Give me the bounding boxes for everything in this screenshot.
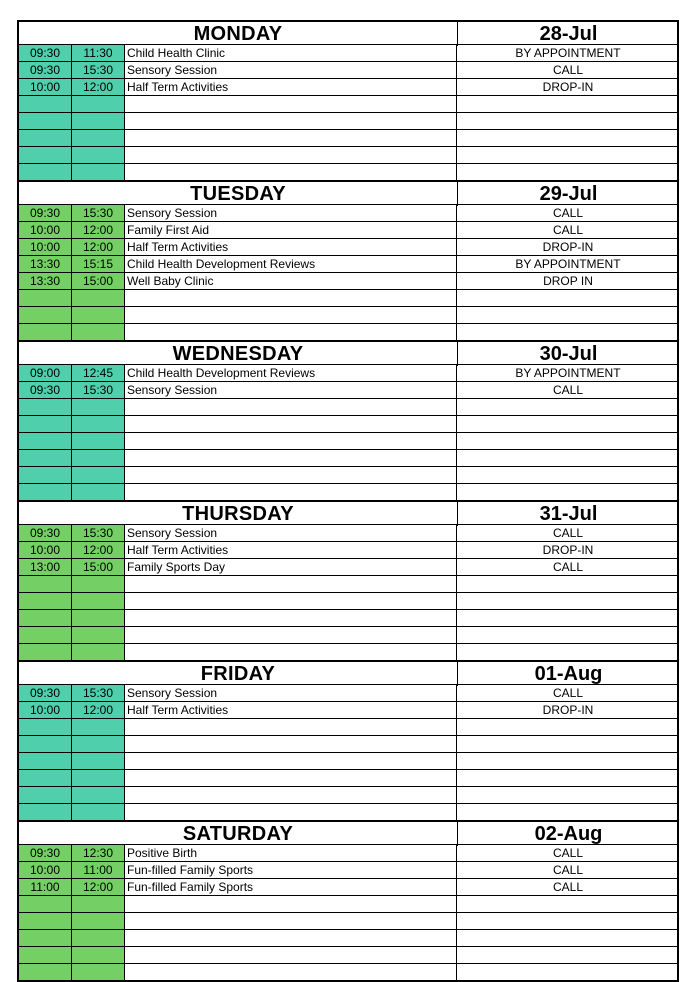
start-time bbox=[19, 930, 72, 946]
end-time bbox=[72, 290, 125, 306]
activity-name: Half Term Activities bbox=[125, 79, 457, 95]
session-row bbox=[19, 164, 677, 180]
day-header bbox=[19, 182, 677, 205]
activity-name: Positive Birth bbox=[125, 845, 457, 861]
activity-name bbox=[125, 467, 457, 483]
start-time bbox=[19, 307, 72, 323]
activity-name bbox=[125, 947, 457, 963]
end-time bbox=[72, 467, 125, 483]
activity-name bbox=[125, 964, 457, 980]
session-row bbox=[19, 702, 677, 719]
session-row bbox=[19, 627, 677, 644]
booking-type bbox=[457, 113, 679, 129]
start-time: 13:00 bbox=[19, 559, 72, 575]
session-row bbox=[19, 205, 677, 222]
activity-name bbox=[125, 770, 457, 786]
session-row bbox=[19, 467, 677, 484]
day-date: 29-Jul bbox=[457, 182, 679, 206]
booking-type: CALL bbox=[552, 206, 584, 220]
session-row bbox=[19, 62, 677, 79]
day-header bbox=[19, 662, 677, 685]
start-time bbox=[19, 113, 72, 129]
activity-name: Fun-filled Family Sports bbox=[125, 879, 457, 895]
start-time bbox=[19, 753, 72, 769]
session-row bbox=[19, 130, 677, 147]
activity-name bbox=[125, 130, 457, 146]
activity-name bbox=[125, 787, 457, 803]
activity-name bbox=[125, 644, 457, 660]
booking-type: BY APPOINTMENT bbox=[515, 46, 621, 60]
activity-name: Child Health Development Reviews bbox=[125, 365, 457, 381]
day-header bbox=[19, 342, 677, 365]
activity-name bbox=[125, 484, 457, 500]
end-time bbox=[72, 627, 125, 643]
booking-type bbox=[457, 450, 679, 466]
booking-type bbox=[457, 804, 679, 820]
booking-type bbox=[457, 930, 679, 946]
end-time bbox=[72, 719, 125, 735]
session-row bbox=[19, 644, 677, 660]
end-time: 12:00 bbox=[72, 222, 125, 238]
start-time: 09:30 bbox=[19, 45, 72, 61]
activity-name bbox=[125, 307, 457, 323]
end-time: 15:00 bbox=[72, 559, 125, 575]
session-row bbox=[19, 113, 677, 130]
start-time bbox=[19, 433, 72, 449]
day-section-monday bbox=[17, 20, 679, 180]
session-row bbox=[19, 862, 677, 879]
activity-name bbox=[125, 627, 457, 643]
session-row bbox=[19, 290, 677, 307]
end-time bbox=[72, 399, 125, 415]
activity-name bbox=[125, 290, 457, 306]
booking-type bbox=[457, 96, 679, 112]
start-time bbox=[19, 147, 72, 163]
day-date: 02-Aug bbox=[457, 822, 679, 846]
session-row bbox=[19, 913, 677, 930]
booking-type: DROP IN bbox=[543, 274, 593, 288]
booking-type bbox=[457, 324, 679, 340]
activity-name: Half Term Activities bbox=[125, 542, 457, 558]
start-time bbox=[19, 324, 72, 340]
day-section-friday bbox=[17, 660, 679, 820]
start-time: 09:30 bbox=[19, 525, 72, 541]
booking-type bbox=[457, 736, 679, 752]
activity-name: Half Term Activities bbox=[125, 239, 457, 255]
start-time bbox=[19, 896, 72, 912]
session-list bbox=[19, 525, 677, 660]
booking-type: DROP-IN bbox=[542, 703, 594, 717]
session-row bbox=[19, 685, 677, 702]
session-row bbox=[19, 593, 677, 610]
start-time: 09:30 bbox=[19, 685, 72, 701]
start-time: 09:30 bbox=[19, 62, 72, 78]
end-time bbox=[72, 770, 125, 786]
day-header bbox=[19, 822, 677, 845]
start-time: 10:00 bbox=[19, 542, 72, 558]
activity-name: Sensory Session bbox=[125, 525, 457, 541]
session-row bbox=[19, 576, 677, 593]
session-row bbox=[19, 45, 677, 62]
start-time bbox=[19, 770, 72, 786]
booking-type: CALL bbox=[552, 63, 584, 77]
session-row bbox=[19, 845, 677, 862]
end-time: 15:30 bbox=[72, 62, 125, 78]
session-row bbox=[19, 964, 677, 980]
end-time bbox=[72, 593, 125, 609]
timetable bbox=[17, 20, 679, 982]
booking-type bbox=[457, 964, 679, 980]
day-name: THURSDAY bbox=[182, 503, 294, 525]
start-time bbox=[19, 964, 72, 980]
start-time: 10:00 bbox=[19, 702, 72, 718]
activity-name: Sensory Session bbox=[125, 62, 457, 78]
start-time: 09:30 bbox=[19, 845, 72, 861]
end-time bbox=[72, 787, 125, 803]
activity-name: Family First Aid bbox=[125, 222, 457, 238]
session-row bbox=[19, 896, 677, 913]
session-row bbox=[19, 804, 677, 820]
start-time: 09:30 bbox=[19, 382, 72, 398]
activity-name: Sensory Session bbox=[125, 382, 457, 398]
end-time bbox=[72, 164, 125, 180]
booking-type: DROP-IN bbox=[542, 240, 594, 254]
booking-type bbox=[457, 593, 679, 609]
start-time: 11:00 bbox=[19, 879, 72, 895]
start-time bbox=[19, 164, 72, 180]
start-time bbox=[19, 913, 72, 929]
start-time: 10:00 bbox=[19, 222, 72, 238]
end-time bbox=[72, 964, 125, 980]
booking-type bbox=[457, 467, 679, 483]
activity-name bbox=[125, 113, 457, 129]
start-time bbox=[19, 130, 72, 146]
end-time bbox=[72, 610, 125, 626]
activity-name bbox=[125, 433, 457, 449]
day-section-tuesday bbox=[17, 180, 679, 340]
activity-name bbox=[125, 896, 457, 912]
end-time: 12:00 bbox=[72, 702, 125, 718]
booking-type bbox=[457, 164, 679, 180]
start-time bbox=[19, 467, 72, 483]
activity-name: Sensory Session bbox=[125, 685, 457, 701]
booking-type bbox=[457, 416, 679, 432]
start-time bbox=[19, 450, 72, 466]
end-time bbox=[72, 147, 125, 163]
activity-name bbox=[125, 416, 457, 432]
day-section-thursday bbox=[17, 500, 679, 660]
end-time: 15:30 bbox=[72, 205, 125, 221]
session-row bbox=[19, 307, 677, 324]
day-name: SATURDAY bbox=[182, 823, 294, 845]
booking-type bbox=[457, 770, 679, 786]
activity-name: Child Health Development Reviews bbox=[125, 256, 457, 272]
activity-name bbox=[125, 930, 457, 946]
activity-name: Fun-filled Family Sports bbox=[125, 862, 457, 878]
booking-type bbox=[457, 913, 679, 929]
session-row bbox=[19, 559, 677, 576]
end-time bbox=[72, 96, 125, 112]
start-time: 13:30 bbox=[19, 256, 72, 272]
activity-name: Family Sports Day bbox=[125, 559, 457, 575]
day-date: 30-Jul bbox=[457, 342, 679, 366]
day-section-wednesday bbox=[17, 340, 679, 500]
booking-type bbox=[457, 753, 679, 769]
session-row bbox=[19, 736, 677, 753]
session-list bbox=[19, 205, 677, 340]
end-time: 12:30 bbox=[72, 845, 125, 861]
end-time: 11:30 bbox=[72, 45, 125, 61]
start-time bbox=[19, 947, 72, 963]
end-time bbox=[72, 450, 125, 466]
booking-type: CALL bbox=[552, 846, 584, 860]
booking-type: CALL bbox=[552, 526, 584, 540]
activity-name bbox=[125, 804, 457, 820]
activity-name bbox=[125, 719, 457, 735]
start-time: 10:00 bbox=[19, 862, 72, 878]
end-time: 12:00 bbox=[72, 542, 125, 558]
session-row bbox=[19, 433, 677, 450]
activity-name bbox=[125, 164, 457, 180]
session-row bbox=[19, 542, 677, 559]
end-time: 12:00 bbox=[72, 239, 125, 255]
session-row bbox=[19, 324, 677, 340]
booking-type bbox=[457, 307, 679, 323]
session-row bbox=[19, 239, 677, 256]
day-date: 28-Jul bbox=[457, 22, 679, 46]
session-row bbox=[19, 365, 677, 382]
booking-type: CALL bbox=[552, 686, 584, 700]
activity-name: Half Term Activities bbox=[125, 702, 457, 718]
day-section-saturday bbox=[17, 820, 679, 982]
activity-name bbox=[125, 610, 457, 626]
session-row bbox=[19, 610, 677, 627]
end-time bbox=[72, 307, 125, 323]
session-row bbox=[19, 525, 677, 542]
day-name: MONDAY bbox=[193, 23, 283, 45]
booking-type bbox=[457, 130, 679, 146]
activity-name bbox=[125, 147, 457, 163]
end-time bbox=[72, 484, 125, 500]
booking-type bbox=[457, 644, 679, 660]
start-time bbox=[19, 627, 72, 643]
booking-type: CALL bbox=[552, 863, 584, 877]
session-row bbox=[19, 273, 677, 290]
end-time bbox=[72, 736, 125, 752]
day-header bbox=[19, 502, 677, 525]
session-row bbox=[19, 484, 677, 500]
session-row bbox=[19, 753, 677, 770]
booking-type: BY APPOINTMENT bbox=[515, 366, 621, 380]
activity-name bbox=[125, 913, 457, 929]
booking-type: CALL bbox=[552, 560, 584, 574]
end-time bbox=[72, 324, 125, 340]
activity-name bbox=[125, 593, 457, 609]
end-time bbox=[72, 930, 125, 946]
end-time bbox=[72, 753, 125, 769]
booking-type bbox=[457, 627, 679, 643]
start-time bbox=[19, 576, 72, 592]
activity-name bbox=[125, 450, 457, 466]
day-date: 01-Aug bbox=[457, 662, 679, 686]
end-time bbox=[72, 433, 125, 449]
booking-type bbox=[457, 484, 679, 500]
activity-name bbox=[125, 753, 457, 769]
session-list bbox=[19, 845, 677, 980]
start-time bbox=[19, 96, 72, 112]
start-time: 13:30 bbox=[19, 273, 72, 289]
end-time: 15:30 bbox=[72, 685, 125, 701]
session-row bbox=[19, 399, 677, 416]
session-list bbox=[19, 45, 677, 180]
end-time: 15:00 bbox=[72, 273, 125, 289]
start-time: 10:00 bbox=[19, 79, 72, 95]
activity-name bbox=[125, 736, 457, 752]
session-row bbox=[19, 770, 677, 787]
day-date: 31-Jul bbox=[457, 502, 679, 526]
booking-type bbox=[457, 896, 679, 912]
booking-type bbox=[457, 147, 679, 163]
booking-type bbox=[457, 399, 679, 415]
end-time bbox=[72, 947, 125, 963]
end-time bbox=[72, 416, 125, 432]
booking-type: DROP-IN bbox=[542, 80, 594, 94]
session-row bbox=[19, 719, 677, 736]
day-name: FRIDAY bbox=[200, 663, 276, 685]
start-time bbox=[19, 719, 72, 735]
start-time: 10:00 bbox=[19, 239, 72, 255]
activity-name bbox=[125, 324, 457, 340]
end-time bbox=[72, 913, 125, 929]
end-time: 12:00 bbox=[72, 79, 125, 95]
activity-name: Well Baby Clinic bbox=[125, 273, 457, 289]
start-time bbox=[19, 610, 72, 626]
end-time: 15:30 bbox=[72, 525, 125, 541]
day-name: TUESDAY bbox=[190, 183, 286, 205]
start-time bbox=[19, 593, 72, 609]
end-time bbox=[72, 804, 125, 820]
end-time bbox=[72, 130, 125, 146]
activity-name bbox=[125, 576, 457, 592]
session-row bbox=[19, 450, 677, 467]
booking-type: BY APPOINTMENT bbox=[515, 257, 621, 271]
booking-type: CALL bbox=[552, 880, 584, 894]
booking-type: DROP-IN bbox=[542, 543, 594, 557]
session-list bbox=[19, 365, 677, 500]
activity-name bbox=[125, 399, 457, 415]
booking-type: CALL bbox=[552, 223, 584, 237]
start-time bbox=[19, 484, 72, 500]
session-row bbox=[19, 382, 677, 399]
booking-type: CALL bbox=[552, 383, 584, 397]
end-time bbox=[72, 896, 125, 912]
booking-type bbox=[457, 290, 679, 306]
session-row bbox=[19, 416, 677, 433]
start-time bbox=[19, 644, 72, 660]
end-time: 12:00 bbox=[72, 879, 125, 895]
booking-type bbox=[457, 433, 679, 449]
end-time bbox=[72, 113, 125, 129]
session-row bbox=[19, 879, 677, 896]
start-time: 09:30 bbox=[19, 205, 72, 221]
start-time bbox=[19, 416, 72, 432]
session-row bbox=[19, 222, 677, 239]
activity-name bbox=[125, 96, 457, 112]
start-time bbox=[19, 787, 72, 803]
start-time: 09:00 bbox=[19, 365, 72, 381]
session-row bbox=[19, 947, 677, 964]
start-time bbox=[19, 804, 72, 820]
booking-type bbox=[457, 610, 679, 626]
session-row bbox=[19, 787, 677, 804]
start-time bbox=[19, 736, 72, 752]
activity-name: Child Health Clinic bbox=[125, 45, 457, 61]
session-list bbox=[19, 685, 677, 820]
end-time: 15:30 bbox=[72, 382, 125, 398]
session-row bbox=[19, 96, 677, 113]
day-name: WEDNESDAY bbox=[172, 343, 304, 365]
end-time: 15:15 bbox=[72, 256, 125, 272]
session-row bbox=[19, 256, 677, 273]
booking-type bbox=[457, 787, 679, 803]
start-time bbox=[19, 399, 72, 415]
end-time: 11:00 bbox=[72, 862, 125, 878]
start-time bbox=[19, 290, 72, 306]
end-time bbox=[72, 644, 125, 660]
day-header bbox=[19, 22, 677, 45]
end-time bbox=[72, 576, 125, 592]
booking-type bbox=[457, 576, 679, 592]
session-row bbox=[19, 79, 677, 96]
end-time: 12:45 bbox=[72, 365, 125, 381]
session-row bbox=[19, 147, 677, 164]
session-row bbox=[19, 930, 677, 947]
booking-type bbox=[457, 947, 679, 963]
booking-type bbox=[457, 719, 679, 735]
activity-name: Sensory Session bbox=[125, 205, 457, 221]
